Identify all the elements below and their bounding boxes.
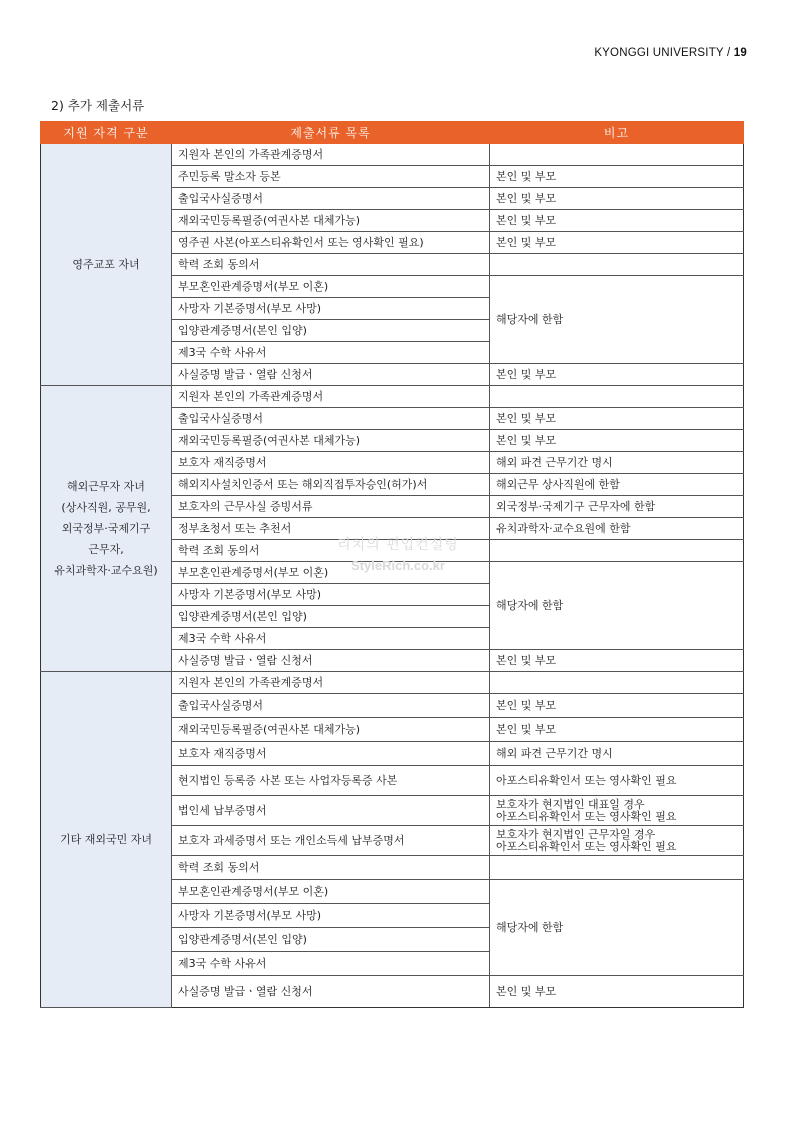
section-title: 2) 추가 제출서류	[51, 98, 145, 113]
header-qualification: 지원 자격 구분	[41, 122, 172, 144]
qualification-label: 유치과학자·교수요원)	[54, 564, 158, 577]
remark-cell	[490, 254, 744, 276]
document-cell: 사실증명 발급ㆍ열람 신청서	[172, 650, 490, 672]
remark-cell	[490, 880, 744, 976]
remark-text: 본인 및 부모	[496, 170, 557, 183]
document-cell: 사망자 기본증명서(부모 사망)	[172, 298, 490, 320]
remark-cell	[490, 672, 744, 694]
page-number: 19	[733, 47, 747, 59]
remark-text: 해외 파견 근무기간 명시	[496, 747, 613, 760]
qualification-label: (상사직원, 공무원,	[61, 501, 151, 514]
document-cell: 보호자 재직증명서	[172, 742, 490, 766]
table-body	[41, 144, 744, 1008]
remark-cell	[490, 796, 744, 826]
remark-cell	[490, 856, 744, 880]
remark-text: 아포스티유확인서 또는 영사확인 필요	[496, 809, 677, 823]
qualification-label: 근무자,	[88, 543, 124, 556]
remark-cell	[490, 144, 744, 166]
table-row	[41, 144, 744, 166]
remark-text: 본인 및 부모	[496, 236, 557, 249]
document-cell: 출입국사실증명서	[172, 188, 490, 210]
qualification-label: 영주교포 자녀	[72, 258, 140, 271]
remark-text: 본인 및 부모	[496, 434, 557, 447]
remark-text: 보호자가 현지법인 대표일 경우	[496, 797, 645, 811]
document-cell: 해외지사설치인증서 또는 해외직접투자승인(허가)서	[172, 474, 490, 496]
document-cell: 보호자의 근무사실 증빙서류	[172, 496, 490, 518]
document-cell: 재외국민등록필증(여권사본 대체가능)	[172, 718, 490, 742]
document-cell: 보호자 과세증명서 또는 개인소득세 납부증명서	[172, 826, 490, 856]
remark-cell	[490, 452, 744, 474]
document-cell: 학력 조회 동의서	[172, 254, 490, 276]
remark-text: 본인 및 부모	[496, 699, 557, 712]
document-cell: 제3국 수학 사유서	[172, 628, 490, 650]
document-cell: 지원자 본인의 가족관계증명서	[172, 386, 490, 408]
remark-text: 해외 파견 근무기간 명시	[496, 456, 613, 469]
qualification-cell	[41, 386, 172, 672]
remark-text: 외국정부·국제기구 근무자에 한함	[496, 500, 656, 513]
document-cell: 법인세 납부증명서	[172, 796, 490, 826]
table-header-row	[41, 122, 744, 144]
document-cell: 입양관계증명서(본인 입양)	[172, 928, 490, 952]
document-cell: 재외국민등록필증(여권사본 대체가능)	[172, 210, 490, 232]
remark-text: 보호자가 현지법인 근무자일 경우	[496, 827, 656, 841]
header-documents: 제출서류 목록	[172, 122, 490, 144]
qualification-cell	[41, 672, 172, 1008]
document-cell: 사망자 기본증명서(부모 사망)	[172, 584, 490, 606]
document-cell: 제3국 수학 사유서	[172, 952, 490, 976]
remark-cell	[490, 232, 744, 254]
document-cell: 학력 조회 동의서	[172, 856, 490, 880]
document-cell: 학력 조회 동의서	[172, 540, 490, 562]
remark-text: 본인 및 부모	[496, 214, 557, 227]
remark-cell	[490, 562, 744, 650]
remark-text: 해당자에 한함	[496, 313, 564, 326]
remark-text: 해외근무 상사직원에 한함	[496, 478, 620, 491]
remark-cell	[490, 408, 744, 430]
document-cell: 부모혼인관계증명서(부모 이혼)	[172, 880, 490, 904]
document-cell: 영주권 사본(아포스티유확인서 또는 영사확인 필요)	[172, 232, 490, 254]
remark-text: 해당자에 한함	[496, 599, 564, 612]
remark-text: 유치과학자·교수요원에 한함	[496, 522, 631, 535]
qualification-label: 기타 재외국민 자녀	[59, 833, 152, 846]
remark-cell	[490, 518, 744, 540]
remark-cell	[490, 474, 744, 496]
remark-text: 아포스티유확인서 또는 영사확인 필요	[496, 774, 677, 787]
qualification-label: 외국정부·국제기구	[61, 522, 151, 535]
remark-cell	[490, 650, 744, 672]
remark-cell	[490, 976, 744, 1008]
remark-cell	[490, 166, 744, 188]
remark-text: 해당자에 한함	[496, 921, 564, 934]
table-row	[41, 672, 744, 694]
document-cell: 입양관계증명서(본인 입양)	[172, 606, 490, 628]
documents-table	[40, 121, 744, 1008]
remark-text: 본인 및 부모	[496, 723, 557, 736]
remark-text: 본인 및 부모	[496, 654, 557, 667]
remark-cell	[490, 496, 744, 518]
document-cell: 현지법인 등록증 사본 또는 사업자등록증 사본	[172, 766, 490, 796]
document-cell: 부모혼인관계증명서(부모 이혼)	[172, 562, 490, 584]
remark-text: 아포스티유확인서 또는 영사확인 필요	[496, 839, 677, 853]
document-cell: 입양관계증명서(본인 입양)	[172, 320, 490, 342]
document-cell: 사망자 기본증명서(부모 사망)	[172, 904, 490, 928]
remark-cell	[490, 276, 744, 364]
remark-text: 본인 및 부모	[496, 985, 557, 998]
university-name: KYONGGI UNIVERSITY /	[594, 47, 731, 59]
document-cell: 재외국민등록필증(여권사본 대체가능)	[172, 430, 490, 452]
document-cell: 사실증명 발급ㆍ열람 신청서	[172, 976, 490, 1008]
remark-cell	[490, 540, 744, 562]
document-cell: 주민등록 말소자 등본	[172, 166, 490, 188]
qualification-cell	[41, 144, 172, 386]
header-remarks: 비고	[490, 122, 744, 144]
remark-cell	[490, 694, 744, 718]
document-cell: 출입국사실증명서	[172, 408, 490, 430]
table-row	[41, 386, 744, 408]
page-header	[594, 47, 747, 59]
remark-cell	[490, 742, 744, 766]
remark-text: 본인 및 부모	[496, 192, 557, 205]
remark-cell	[490, 718, 744, 742]
document-cell: 출입국사실증명서	[172, 694, 490, 718]
qualification-label: 해외근무자 자녀	[67, 480, 145, 493]
document-cell: 사실증명 발급ㆍ열람 신청서	[172, 364, 490, 386]
remark-text: 본인 및 부모	[496, 412, 557, 425]
document-cell: 보호자 재직증명서	[172, 452, 490, 474]
watermark-text: 리치의 편입컨설팅	[337, 537, 459, 553]
remark-cell	[490, 766, 744, 796]
remark-cell	[490, 430, 744, 452]
remark-cell	[490, 826, 744, 856]
document-cell: 정부초청서 또는 추천서	[172, 518, 490, 540]
remark-text: 본인 및 부모	[496, 368, 557, 381]
remark-cell	[490, 364, 744, 386]
document-cell: 지원자 본인의 가족관계증명서	[172, 144, 490, 166]
remark-cell	[490, 386, 744, 408]
document-cell: 지원자 본인의 가족관계증명서	[172, 672, 490, 694]
watermark-url: StyleRich.co.kr	[351, 558, 445, 573]
remark-cell	[490, 188, 744, 210]
remark-cell	[490, 210, 744, 232]
document-cell: 부모혼인관계증명서(부모 이혼)	[172, 276, 490, 298]
document-cell: 제3국 수학 사유서	[172, 342, 490, 364]
